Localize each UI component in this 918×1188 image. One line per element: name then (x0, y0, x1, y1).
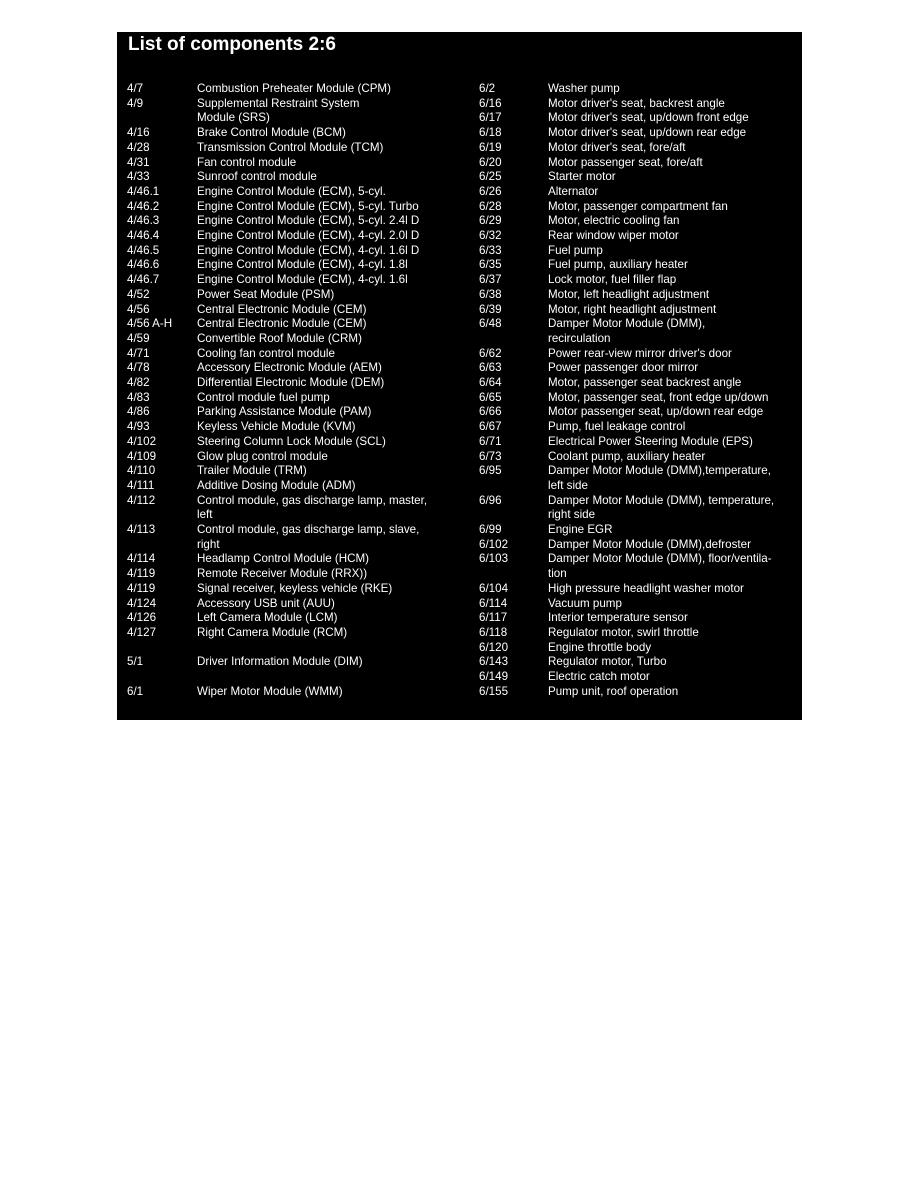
component-code: 5/1 (127, 655, 144, 669)
component-name: Starter motor (548, 170, 616, 184)
component-code: 4/46.2 (127, 199, 160, 213)
component-name: Motor, passenger seat, front edge up/down (548, 390, 769, 404)
component-code: 4/46.7 (127, 273, 160, 287)
component-name: Power Seat Module (PSM) (197, 287, 335, 301)
component-name: left side (548, 478, 588, 492)
component-name: Damper Motor Module (DMM), temperature, (548, 493, 775, 507)
component-name: Motor driver's seat, up/down front edge (548, 111, 749, 125)
component-code: 6/63 (479, 361, 502, 375)
component-name: Remote Receiver Module (RRX)) (197, 567, 368, 581)
component-code: 4/113 (127, 523, 156, 536)
component-code: 4/71 (127, 346, 150, 360)
component-code: 4/46.1 (127, 184, 160, 198)
component-name: tion (548, 567, 567, 581)
component-code: 6/65 (479, 390, 502, 404)
component-code: 4/86 (127, 405, 150, 419)
component-name: Steering Column Lock Module (SCL) (197, 434, 386, 448)
component-code: 4/127 (127, 625, 157, 639)
component-name: Brake Control Module (BCM) (197, 126, 346, 140)
component-code: 6/95 (479, 464, 502, 478)
component-code: 4/7 (127, 82, 144, 95)
component-name: Lock motor, fuel filler flap (548, 273, 677, 287)
component-code: 4/31 (127, 155, 150, 169)
component-name: Right Camera Module (RCM) (197, 625, 348, 639)
component-name: Left Camera Module (LCM) (197, 611, 338, 625)
component-code: 6/155 (479, 684, 509, 698)
component-code: 4/33 (127, 170, 150, 184)
component-name: Engine EGR (548, 523, 613, 536)
component-name: Sunroof control module (197, 170, 317, 184)
component-code: 4/119 (127, 567, 156, 581)
component-name: Headlamp Control Module (HCM) (197, 552, 370, 566)
component-code: 6/114 (479, 596, 508, 610)
component-name: Differential Electronic Module (DEM) (197, 376, 385, 389)
component-name: Keyless Vehicle Module (KVM) (197, 420, 356, 434)
component-code: 6/39 (479, 302, 502, 316)
component-code: 4/59 (127, 331, 150, 345)
component-code: 6/149 (479, 670, 509, 683)
component-code: 6/17 (479, 111, 502, 125)
component-code: 4/102 (127, 434, 157, 448)
component-name: Engine Control Module (ECM), 4-cyl. 1.6l D (197, 243, 420, 257)
page-title: List of components 2:6 (128, 34, 336, 55)
component-name: Engine throttle body (548, 640, 652, 654)
component-code: 6/35 (479, 258, 502, 272)
component-code: 6/102 (479, 537, 509, 551)
component-code: 4/83 (127, 390, 150, 404)
component-code: 6/32 (479, 229, 502, 242)
component-name: Accessory USB unit (AUU) (197, 596, 335, 610)
component-code: 6/18 (479, 126, 502, 140)
component-name: Transmission Control Module (TCM) (197, 140, 384, 154)
component-name: Module (SRS) (197, 111, 270, 125)
component-name: Additive Dosing Module (ADM) (197, 478, 356, 492)
component-code: 4/9 (127, 96, 144, 110)
component-code: 6/1 (127, 684, 144, 698)
component-name: Pump unit, roof operation (548, 684, 679, 698)
component-code: 6/62 (479, 346, 502, 360)
component-code: 6/20 (479, 155, 502, 169)
component-code: 6/71 (479, 434, 502, 448)
component-name: Glow plug control module (197, 449, 328, 463)
component-code: 4/52 (127, 287, 150, 301)
component-name: Fuel pump, auxiliary heater (548, 258, 688, 272)
component-name: Electric catch motor (548, 670, 650, 683)
component-name: Central Electronic Module (CEM) (197, 302, 367, 316)
component-code: 6/99 (479, 523, 502, 536)
component-code: 4/46.6 (127, 258, 160, 272)
component-code: 6/104 (479, 581, 509, 595)
component-name: Control module, gas discharge lamp, master, (197, 493, 428, 507)
component-code: 6/33 (479, 243, 502, 257)
component-code: 4/111 (127, 478, 155, 492)
component-name: Motor, electric cooling fan (548, 214, 680, 228)
component-name: Damper Motor Module (DMM), floor/ventila- (548, 552, 772, 566)
component-code: 4/56 (127, 302, 150, 316)
component-name: Cooling fan control module (197, 346, 335, 360)
component-code: 4/119 (127, 581, 156, 595)
component-name: Parking Assistance Module (PAM) (197, 405, 372, 419)
component-code: 4/78 (127, 361, 150, 375)
component-name: Combustion Preheater Module (CPM) (197, 82, 391, 95)
component-code: 6/117 (479, 611, 508, 625)
component-code: 4/46.3 (127, 214, 160, 228)
component-name: Rear window wiper motor (548, 229, 679, 242)
component-code: 4/16 (127, 126, 150, 140)
component-code: 6/64 (479, 376, 502, 389)
component-code: 4/82 (127, 376, 150, 389)
component-code: 6/73 (479, 449, 502, 463)
component-code: 4/109 (127, 449, 157, 463)
component-code: 6/103 (479, 552, 509, 566)
component-name: Power rear-view mirror driver's door (548, 346, 732, 360)
components-panel (117, 32, 802, 720)
component-name: Interior temperature sensor (548, 611, 688, 625)
component-code: 6/26 (479, 184, 502, 198)
component-name: Damper Motor Module (DMM), (548, 317, 706, 331)
component-name: left (197, 508, 213, 522)
component-code: 6/67 (479, 420, 502, 434)
component-name: Engine Control Module (ECM), 4-cyl. 1.6l (197, 273, 408, 287)
component-name: Regulator motor, Turbo (548, 655, 667, 669)
component-name: Control module fuel pump (197, 390, 330, 404)
component-code: 4/46.5 (127, 243, 160, 257)
component-name: Motor, passenger seat backrest angle (548, 376, 742, 389)
component-name: Engine Control Module (ECM), 5-cyl. 2.4l D (197, 214, 420, 228)
component-code: 6/16 (479, 96, 502, 110)
component-name: Fan control module (197, 155, 297, 169)
component-name: Regulator motor, swirl throttle (548, 625, 699, 639)
component-name: Coolant pump, auxiliary heater (548, 449, 706, 463)
component-name: Accessory Electronic Module (AEM) (197, 361, 382, 375)
component-name: Vacuum pump (548, 596, 622, 610)
component-name: Motor passenger seat, up/down rear edge (548, 405, 764, 419)
component-name: Trailer Module (TRM) (197, 464, 307, 478)
component-name: Motor driver's seat, up/down rear edge (548, 126, 747, 140)
component-name: Motor driver's seat, fore/aft (548, 140, 686, 154)
component-name: Engine Control Module (ECM), 5-cyl. (197, 184, 386, 198)
component-name: Pump, fuel leakage control (548, 420, 686, 434)
component-name: right (197, 537, 220, 551)
component-name: Motor, left headlight adjustment (548, 287, 710, 301)
component-code: 4/56 A-H (127, 317, 173, 331)
component-code: 4/93 (127, 420, 150, 434)
component-code: 4/114 (127, 552, 156, 566)
component-code: 6/37 (479, 273, 502, 287)
component-name: Motor, right headlight adjustment (548, 302, 717, 316)
component-code: 6/120 (479, 640, 509, 654)
component-name: Alternator (548, 184, 599, 198)
component-name: Convertible Roof Module (CRM) (197, 331, 362, 345)
component-code: 4/46.4 (127, 229, 160, 242)
component-code: 6/2 (479, 82, 496, 95)
component-name: Central Electronic Module (CEM) (197, 317, 367, 331)
component-code: 4/28 (127, 140, 150, 154)
component-name: Engine Control Module (ECM), 4-cyl. 2.0l D (197, 229, 420, 242)
component-name: Control module, gas discharge lamp, slave, (197, 523, 420, 536)
component-code: 6/66 (479, 405, 502, 419)
component-name: Electrical Power Steering Module (EPS) (548, 434, 753, 448)
component-code: 6/25 (479, 170, 502, 184)
component-code: 4/110 (127, 464, 156, 478)
component-code: 6/28 (479, 199, 502, 213)
component-name: Damper Motor Module (DMM),defroster (548, 537, 751, 551)
component-code: 4/126 (127, 611, 157, 625)
component-name: Motor passenger seat, fore/aft (548, 155, 703, 169)
component-name: Supplemental Restraint System (197, 96, 360, 110)
component-code: 6/19 (479, 140, 502, 154)
component-code: 6/29 (479, 214, 502, 228)
component-name: High pressure headlight washer motor (548, 581, 744, 595)
component-code: 6/38 (479, 287, 502, 301)
component-code: 6/143 (479, 655, 509, 669)
component-name: Engine Control Module (ECM), 4-cyl. 1.8l (197, 258, 408, 272)
component-name: Signal receiver, keyless vehicle (RKE) (197, 581, 393, 595)
component-code: 4/124 (127, 596, 157, 610)
component-code: 6/48 (479, 317, 502, 331)
component-code: 6/96 (479, 493, 502, 507)
component-name: Power passenger door mirror (548, 361, 699, 375)
component-name: right side (548, 508, 596, 522)
component-name: Fuel pump (548, 243, 603, 257)
component-name: Motor, passenger compartment fan (548, 199, 728, 213)
component-code: 4/112 (127, 493, 156, 507)
component-name: Damper Motor Module (DMM),temperature, (548, 464, 771, 478)
component-name: Driver Information Module (DIM) (197, 655, 363, 669)
component-name: Washer pump (548, 82, 620, 95)
component-name: recirculation (548, 331, 611, 345)
component-name: Motor driver's seat, backrest angle (548, 96, 725, 110)
component-name: Wiper Motor Module (WMM) (197, 684, 343, 698)
component-name: Engine Control Module (ECM), 5-cyl. Turbo (197, 199, 419, 213)
component-code: 6/118 (479, 625, 508, 639)
